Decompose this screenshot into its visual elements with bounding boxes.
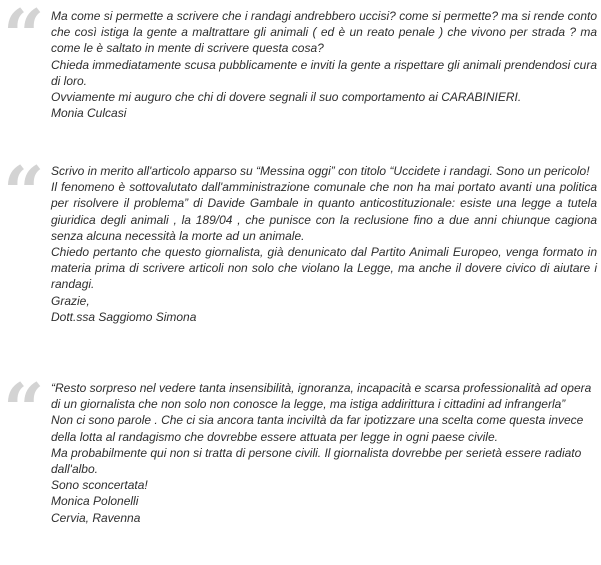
comment-body xyxy=(51,380,597,526)
comment-body xyxy=(51,163,597,325)
quote-icon: “ xyxy=(3,150,45,235)
quote-icon: “ xyxy=(3,0,45,78)
comment-signature: Grazie, xyxy=(51,293,90,308)
comment-paragraph: Chieda immediatamente scusa pubblicamente e inviti la gente a rispettare gli animali prendendosi cura di loro. xyxy=(51,57,597,88)
comment-paragraph: Ovviamente mi auguro che chi di dovere segnali il suo comportamento ai CARABINIERI. xyxy=(51,90,522,105)
comment-paragraph: “Resto sorpreso nel vedere tanta insensibilità, ignoranza, incapacità e scarsa professionalità ad opera di un giornalista che non solo non conosce la legge, ma istiga addirittura i cittadini ad infrangerla” xyxy=(51,381,592,412)
comment-signature: Dott.ssa Saggiomo Simona xyxy=(51,309,197,324)
comment-signature: Monia Culcasi xyxy=(51,106,127,121)
quote-icon: “ xyxy=(3,367,45,452)
comment-signature: Cervia, Ravenna xyxy=(51,510,141,525)
comment-paragraph: Ma probabilmente qui non si tratta di persone civili. Il giornalista dovrebbe per serietà essere radiato dall'albo. xyxy=(51,445,582,477)
comment-body xyxy=(51,8,597,121)
comment-paragraph: Chiedo pertanto che questo giornalista, già denunicato dal Partito Animali Europeo, venga formato in materia prima di scrivere articoli non solo che violano la Legge, ma anche il dovere civico di aiutare i randagi. xyxy=(51,245,597,292)
comment-signature: Monica Polonelli xyxy=(51,494,139,509)
comment-paragraph: Scrivo in merito all'articolo apparso su “Messina oggi” con titolo “Uccidete i randagi. Sono un pericolo! xyxy=(51,164,590,178)
comment-paragraph: Non ci sono parole . Che ci sia ancora tanta inciviltà da far ipotizzare una scelta come questa invece della lotta al randagismo che dovrebbe essere attuata per legge in ogni paese civile. xyxy=(51,413,584,444)
comment-paragraph: Ma come si permette a scrivere che i randagi andrebbero uccisi? come si permette? ma si rende conto che così istiga la gente a maltrattare gli animali ( ed è un reato penale ) che vivono per strada ? ma come le è saltato in mente di scrivere questa cosa? xyxy=(51,9,597,56)
comment-paragraph: Sono sconcertata! xyxy=(51,478,148,493)
comment-paragraph: Il fenomeno è sottovalutato dall'amministrazione comunale che non ha mai portato avanti una politica per risolvere il problema” di Davide Gambale in quanto anticostituzionale: esiste una legge a tutela giuridica degli animali , la 189/04 , che punisce con la reclusione fino a due anni chiunque cagiona senza alcuna necessità la morte ad un animale. xyxy=(51,180,597,243)
